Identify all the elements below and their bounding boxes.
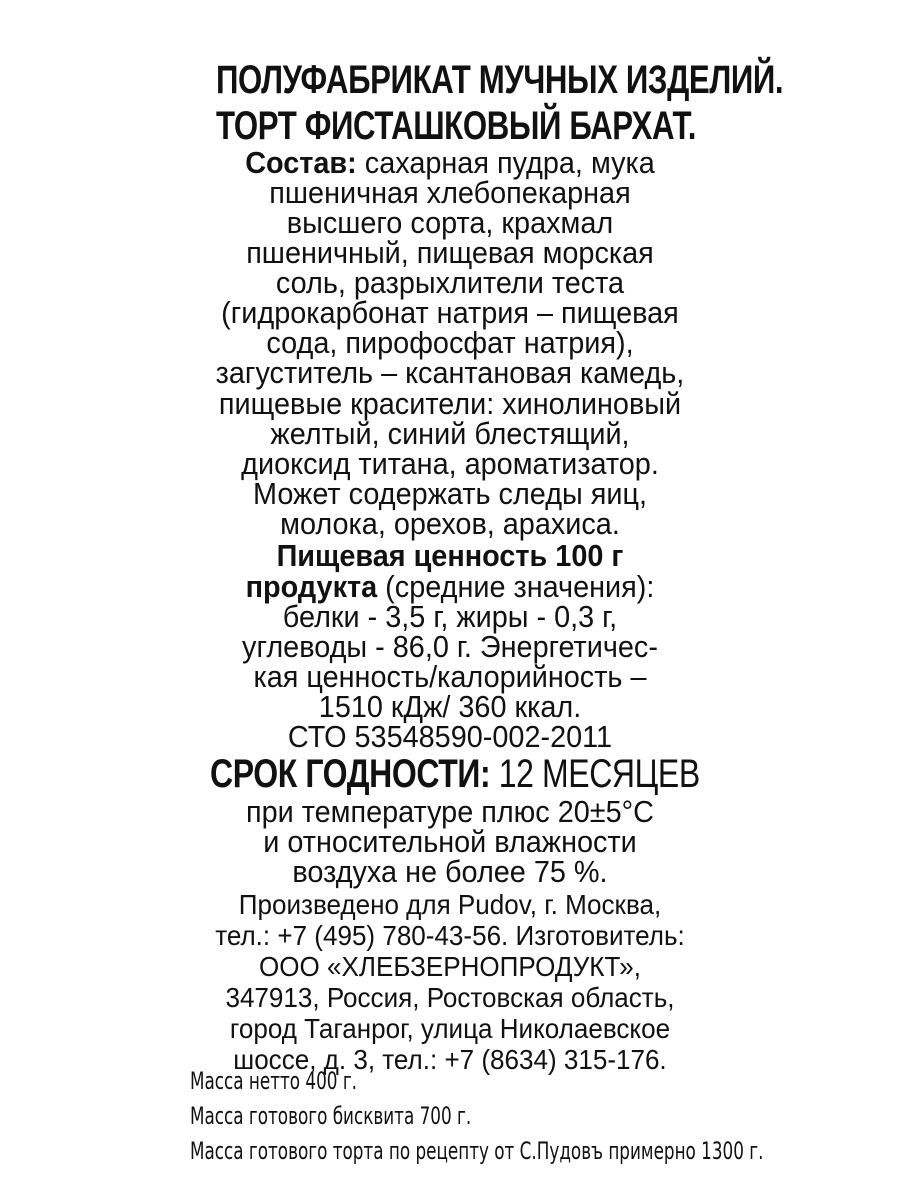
composition-line: загуститель – ксантановая камедь, bbox=[215, 355, 685, 390]
nutrition-energy-value: 1510 кДж/ 360 ккал. bbox=[318, 689, 582, 724]
nutrition-label: Пищевая ценность 100 г bbox=[276, 538, 624, 573]
standard-code: СТО 53548590-002-2011 bbox=[287, 719, 613, 754]
nutrition-average-note: (средние значения): bbox=[377, 569, 655, 604]
net-mass: Масса нетто 400 г. bbox=[190, 1067, 357, 1095]
shelf-life-value: 12 МЕСЯЦЕВ bbox=[490, 752, 700, 796]
nutrition-label-product: продукта bbox=[245, 569, 378, 604]
nutrition-carbs: углеводы - 86,0 г. Энергетичес- bbox=[242, 629, 658, 664]
cake-mass: Масса готового торта по рецепту от С.Пудовъ примерно 1300 г. bbox=[190, 1137, 764, 1165]
shelf-life-label: СРОК ГОДНОСТИ: bbox=[210, 752, 491, 796]
composition-line: сода, пирофосфат натрия), bbox=[266, 325, 634, 360]
producer-line: Произведено для Pudov, г. Москва, bbox=[238, 889, 662, 920]
composition-line: пшеничный, пищевая морская bbox=[246, 235, 654, 270]
composition-line: диоксид титана, ароматизатор. bbox=[241, 446, 659, 481]
storage-condition: при температуре плюс 20±5°С bbox=[245, 794, 655, 829]
manufacturer-address: шоссе, д. 3, тел.: +7 (8634) 315-176. bbox=[233, 1044, 667, 1075]
nutrition-label-line2 bbox=[171, 569, 729, 604]
composition-line: пищевые красители: хинолиновый bbox=[218, 386, 682, 421]
nutrition-protein-fat: белки - 3,5 г, жиры - 0,3 г, bbox=[282, 599, 618, 634]
composition-line: соль, разрыхлители теста bbox=[275, 265, 625, 300]
product-category-title: ПОЛУФАБРИКАТ МУЧНЫХ ИЗДЕЛИЙ. bbox=[216, 58, 784, 102]
sponge-mass: Масса готового бисквита 700 г. bbox=[190, 1102, 472, 1130]
composition-line: желтый, синий блестящий, bbox=[270, 416, 630, 451]
manufacturer-address: 347913, Россия, Ростовская область, bbox=[225, 982, 675, 1013]
composition-line: высшего сорта, крахмал bbox=[286, 205, 614, 240]
nutrition-energy: кая ценность/калорийность – bbox=[253, 659, 647, 694]
allergen-warning-line: молока, орехов, арахиса. bbox=[280, 506, 620, 541]
composition-first-line bbox=[171, 145, 729, 180]
allergen-warning-line: Может содержать следы яиц, bbox=[252, 476, 648, 511]
shelf-life-line bbox=[210, 752, 700, 796]
manufacturer-address: город Таганрог, улица Николаевское bbox=[229, 1013, 671, 1044]
product-name-title: ТОРТ ФИСТАШКОВЫЙ БАРХАТ. bbox=[216, 104, 696, 148]
composition-line: сахарная пудра, мука bbox=[356, 145, 655, 180]
composition-line: (гидрокарбонат натрия – пищевая bbox=[221, 295, 679, 330]
producer-line: тел.: +7 (495) 780-43-56. Изготовитель: bbox=[215, 920, 685, 951]
composition-line: пшеничная хлебопекарная bbox=[269, 175, 631, 210]
storage-condition: воздуха не более 75 %. bbox=[292, 854, 608, 889]
storage-condition: и относительной влажности bbox=[263, 824, 637, 859]
composition-label: Состав: bbox=[245, 145, 357, 180]
manufacturer-name: ООО «ХЛЕБЗЕРНОПРОДУКТ», bbox=[259, 951, 641, 982]
